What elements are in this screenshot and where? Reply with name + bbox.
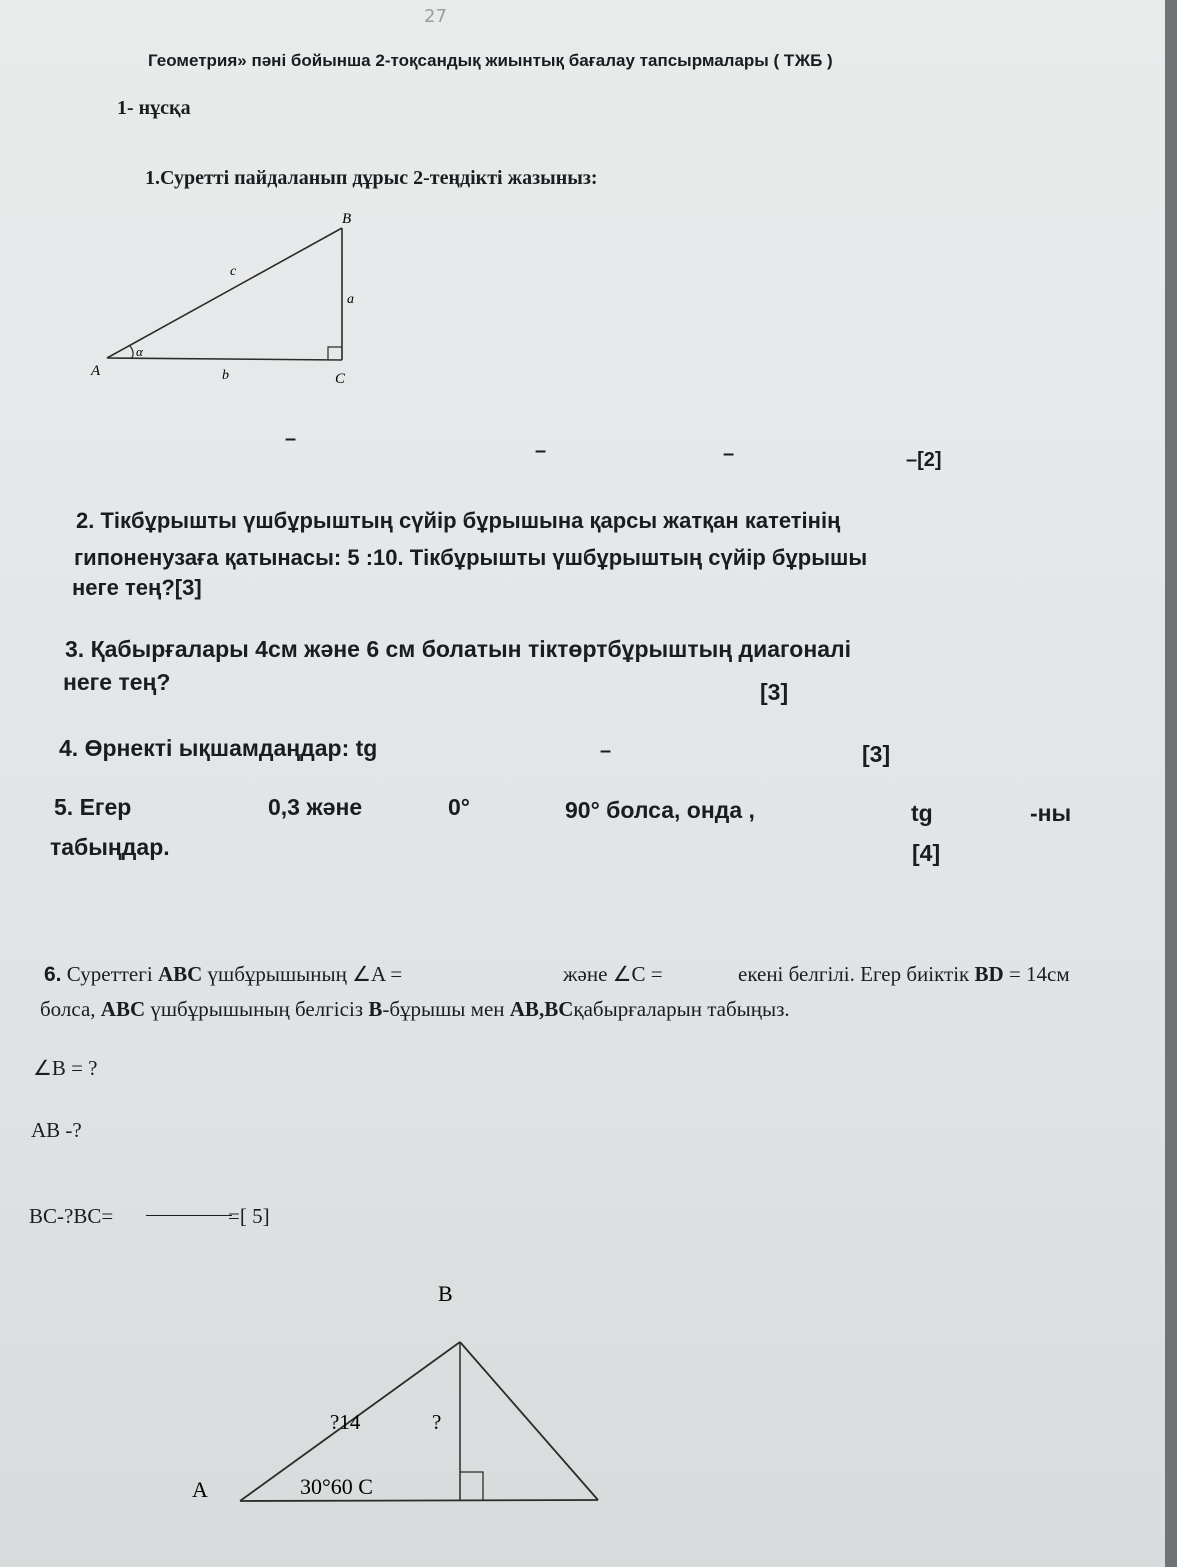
q1-dash-1: – <box>285 428 297 450</box>
q6-t4: екені белгілі. Егер биіктік <box>738 962 975 986</box>
q1-text: 1.Суретті пайдаланып дұрыс 2-теңдікті жазыныз: <box>145 167 598 189</box>
q1-label-B: B <box>342 211 352 227</box>
q6-number: 6. <box>44 963 62 986</box>
q6-line2 <box>40 992 790 1027</box>
q6-label-angles: 30°60 C <box>300 1474 373 1499</box>
q3-line2: неге тең? <box>63 669 171 695</box>
q6-t2: үшбұрышының ∠A = <box>202 962 403 986</box>
q1-right-angle-mark <box>328 347 342 360</box>
q1-triangle-figure <box>85 205 375 395</box>
q6-label-A: A <box>192 1477 208 1502</box>
q5-line2: табыңдар. <box>50 834 170 860</box>
q6-sides: AB,BC <box>509 997 574 1021</box>
q1-points: –[2] <box>906 449 942 471</box>
q6-line1-end <box>738 957 1070 992</box>
q2-line1: 2. Тікбұрышты үшбұрыштың сүйір бұрышына қарсы жатқан катетінің <box>76 508 841 533</box>
q6-t3: және ∠C = <box>563 962 663 986</box>
q6-fraction-bar <box>146 1215 232 1216</box>
q6-t1: Суреттегі <box>61 962 158 986</box>
q2-line3: неге тең?[3] <box>72 575 202 600</box>
variant-label: 1- нұсқа <box>117 97 191 119</box>
q1-hypotenuse <box>107 228 342 358</box>
q6-side-bc <box>460 1342 598 1500</box>
q6-bd: BD <box>974 962 1004 986</box>
q6-l2d: қабырғаларын табыңыз. <box>573 997 790 1021</box>
q6-abc-1: ABC <box>157 962 203 986</box>
q6-l2c: -бұрышы мен <box>382 997 510 1021</box>
q6-l2a: болса, <box>40 997 101 1021</box>
q6-bc: BC-?BC= <box>29 1204 114 1228</box>
q5-part6: -ны <box>1030 800 1072 826</box>
q1-label-alpha: α <box>136 344 143 359</box>
q6-abc-2: ABC <box>100 997 146 1021</box>
q1-label-c: c <box>230 264 237 279</box>
q6-side-ac <box>240 1500 598 1501</box>
q2-line2: гипоненузаға қатынасы: 5 :10. Тікбұрышты үшбұрыштың сүйір бұрышы <box>74 545 868 570</box>
q6-angle-b: ∠B = ? <box>33 1056 98 1080</box>
q6-line1 <box>44 957 402 992</box>
q6-l2b: үшбұрышының белгісіз <box>145 997 369 1021</box>
q4-points: [3] <box>862 741 891 767</box>
q5-part3: 0° <box>448 794 470 820</box>
q1-label-A: A <box>91 363 101 379</box>
q1-label-C: C <box>335 371 346 387</box>
q4-dash: – <box>600 740 612 762</box>
q6-bc-points: =[ 5] <box>228 1204 270 1228</box>
page-title: Геометрия» пәні бойынша 2-тоқсандық жиынтық бағалау тапсырмалары ( ТЖБ ) <box>148 51 833 70</box>
pencil-mark: 27 <box>424 6 447 27</box>
q3-line1: 3. Қабырғалары 4см және 6 см болатын тіктөртбұрыштың диагоналі <box>65 636 852 662</box>
q5-part5: tg <box>911 800 933 826</box>
q1-label-a: a <box>347 292 354 307</box>
q5-points: [4] <box>912 840 941 866</box>
q6-triangle-figure <box>180 1275 610 1520</box>
q6-label-q14: ?14 <box>330 1410 361 1434</box>
q5-part1: 5. Егер <box>54 794 132 820</box>
q3-points: [3] <box>760 679 789 705</box>
q6-t5: = 14см <box>1003 962 1070 986</box>
q6-ab: AB -? <box>31 1118 82 1142</box>
q6-label-B: B <box>438 1281 453 1306</box>
q1-angle-arc <box>130 346 133 358</box>
q5-part4: 90° болса, онда , <box>565 797 755 823</box>
q1-label-b: b <box>222 368 229 383</box>
q6-b-letter: B <box>368 997 383 1021</box>
q6-right-angle-mark <box>460 1472 483 1501</box>
q4-text: 4. Өрнекті ықшамдаңдар: tg <box>59 735 378 761</box>
q1-dash-2: – <box>535 440 547 462</box>
q5-part2: 0,3 және <box>268 794 363 820</box>
q6-label-q: ? <box>432 1410 442 1434</box>
q1-dash-3: – <box>723 443 735 465</box>
